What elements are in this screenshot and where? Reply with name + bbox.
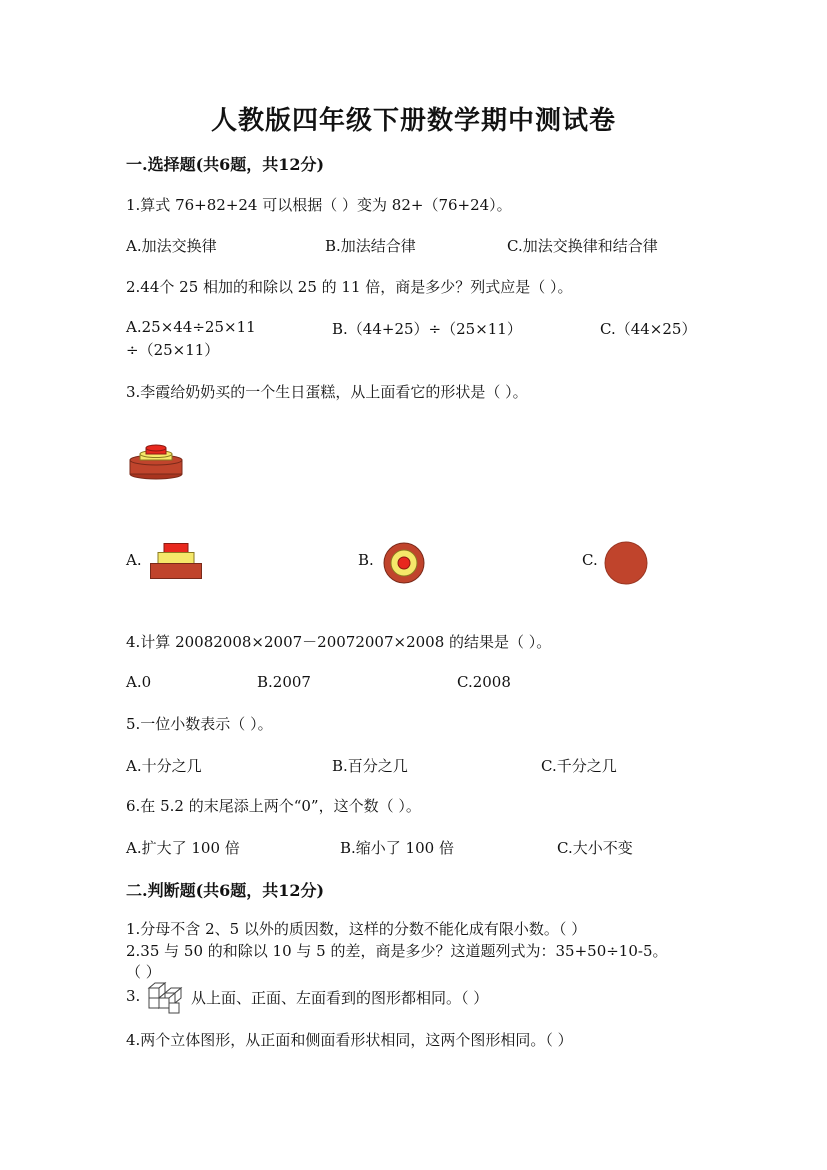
q3-option-c: C. [582,551,598,569]
q3-option-b: B. [358,551,374,569]
question-5: 5.一位小数表示（ ）。 [126,715,273,733]
section-heading-judgement: 二.判断题(共6题，共12分) [126,881,325,900]
question-4: 4.计算 20082008×2007－20072007×2008 的结果是（ ）。 [126,633,552,651]
q2-option-c: C.（44×25） [600,320,697,338]
judgement-4: 4.两个立体图形，从正面和侧面看形状相同，这两个图形相同。（ ） [126,1031,573,1049]
q4-option-a: A.0 [126,673,152,691]
question-6: 6.在 5.2 的末尾添上两个“0”，这个数（ ）。 [126,797,421,815]
q5-option-b: B.百分之几 [332,757,408,775]
q3-option-a: A. [126,551,142,569]
q1-option-a: A.加法交换律 [126,237,217,255]
q6-option-b: B.缩小了 100 倍 [340,839,454,857]
question-1: 1.算式 76+82+24 可以根据（ ）变为 82+（76+24）。 [126,196,512,214]
judgement-2: 2.35 与 50 的和除以 10 与 5 的差，商是多少？这道题列式为：35+50÷10-5。 [126,942,668,960]
judgement-2-continued: （ ） [126,963,161,981]
q2-option-c-continued: ÷（25×11） [126,341,220,359]
q5-option-c: C.千分之几 [541,757,617,775]
q6-option-a: A.扩大了 100 倍 [126,839,240,857]
q5-option-a: A.十分之几 [126,757,202,775]
q4-option-c: C.2008 [457,673,511,691]
solid-circle-icon [604,541,648,585]
q2-option-b: B.（44+25）÷（25×11） [332,320,522,338]
cube-stack-icon [145,982,183,1016]
section-heading-choice: 一.选择题(共6题，共12分) [126,155,325,174]
stacked-rectangles-icon [150,543,202,579]
q1-option-c: C.加法交换律和结合律 [507,237,658,255]
judgement-1: 1.分母不含 2、5 以外的质因数，这样的分数不能化成有限小数。（ ） [126,920,587,938]
q4-option-b: B.2007 [257,673,311,691]
q1-option-b: B.加法结合律 [325,237,416,255]
q2-option-a: A.25×44÷25×11 [126,318,256,336]
concentric-circles-icon [383,542,425,584]
page-title: 人教版四年级下册数学期中测试卷 [210,106,616,136]
question-2: 2.44个 25 相加的和除以 25 的 11 倍，商是多少？列式应是（ ）。 [126,278,573,296]
cake-illustration [128,444,184,484]
judgement-3-number: 3. [126,987,141,1005]
q6-option-c: C.大小不变 [557,839,633,857]
question-3: 3.李霞给奶奶买的一个生日蛋糕，从上面看它的形状是（ ）。 [126,383,528,401]
judgement-3: 从上面、正面、左面看到的图形都相同。（ ） [191,989,489,1007]
